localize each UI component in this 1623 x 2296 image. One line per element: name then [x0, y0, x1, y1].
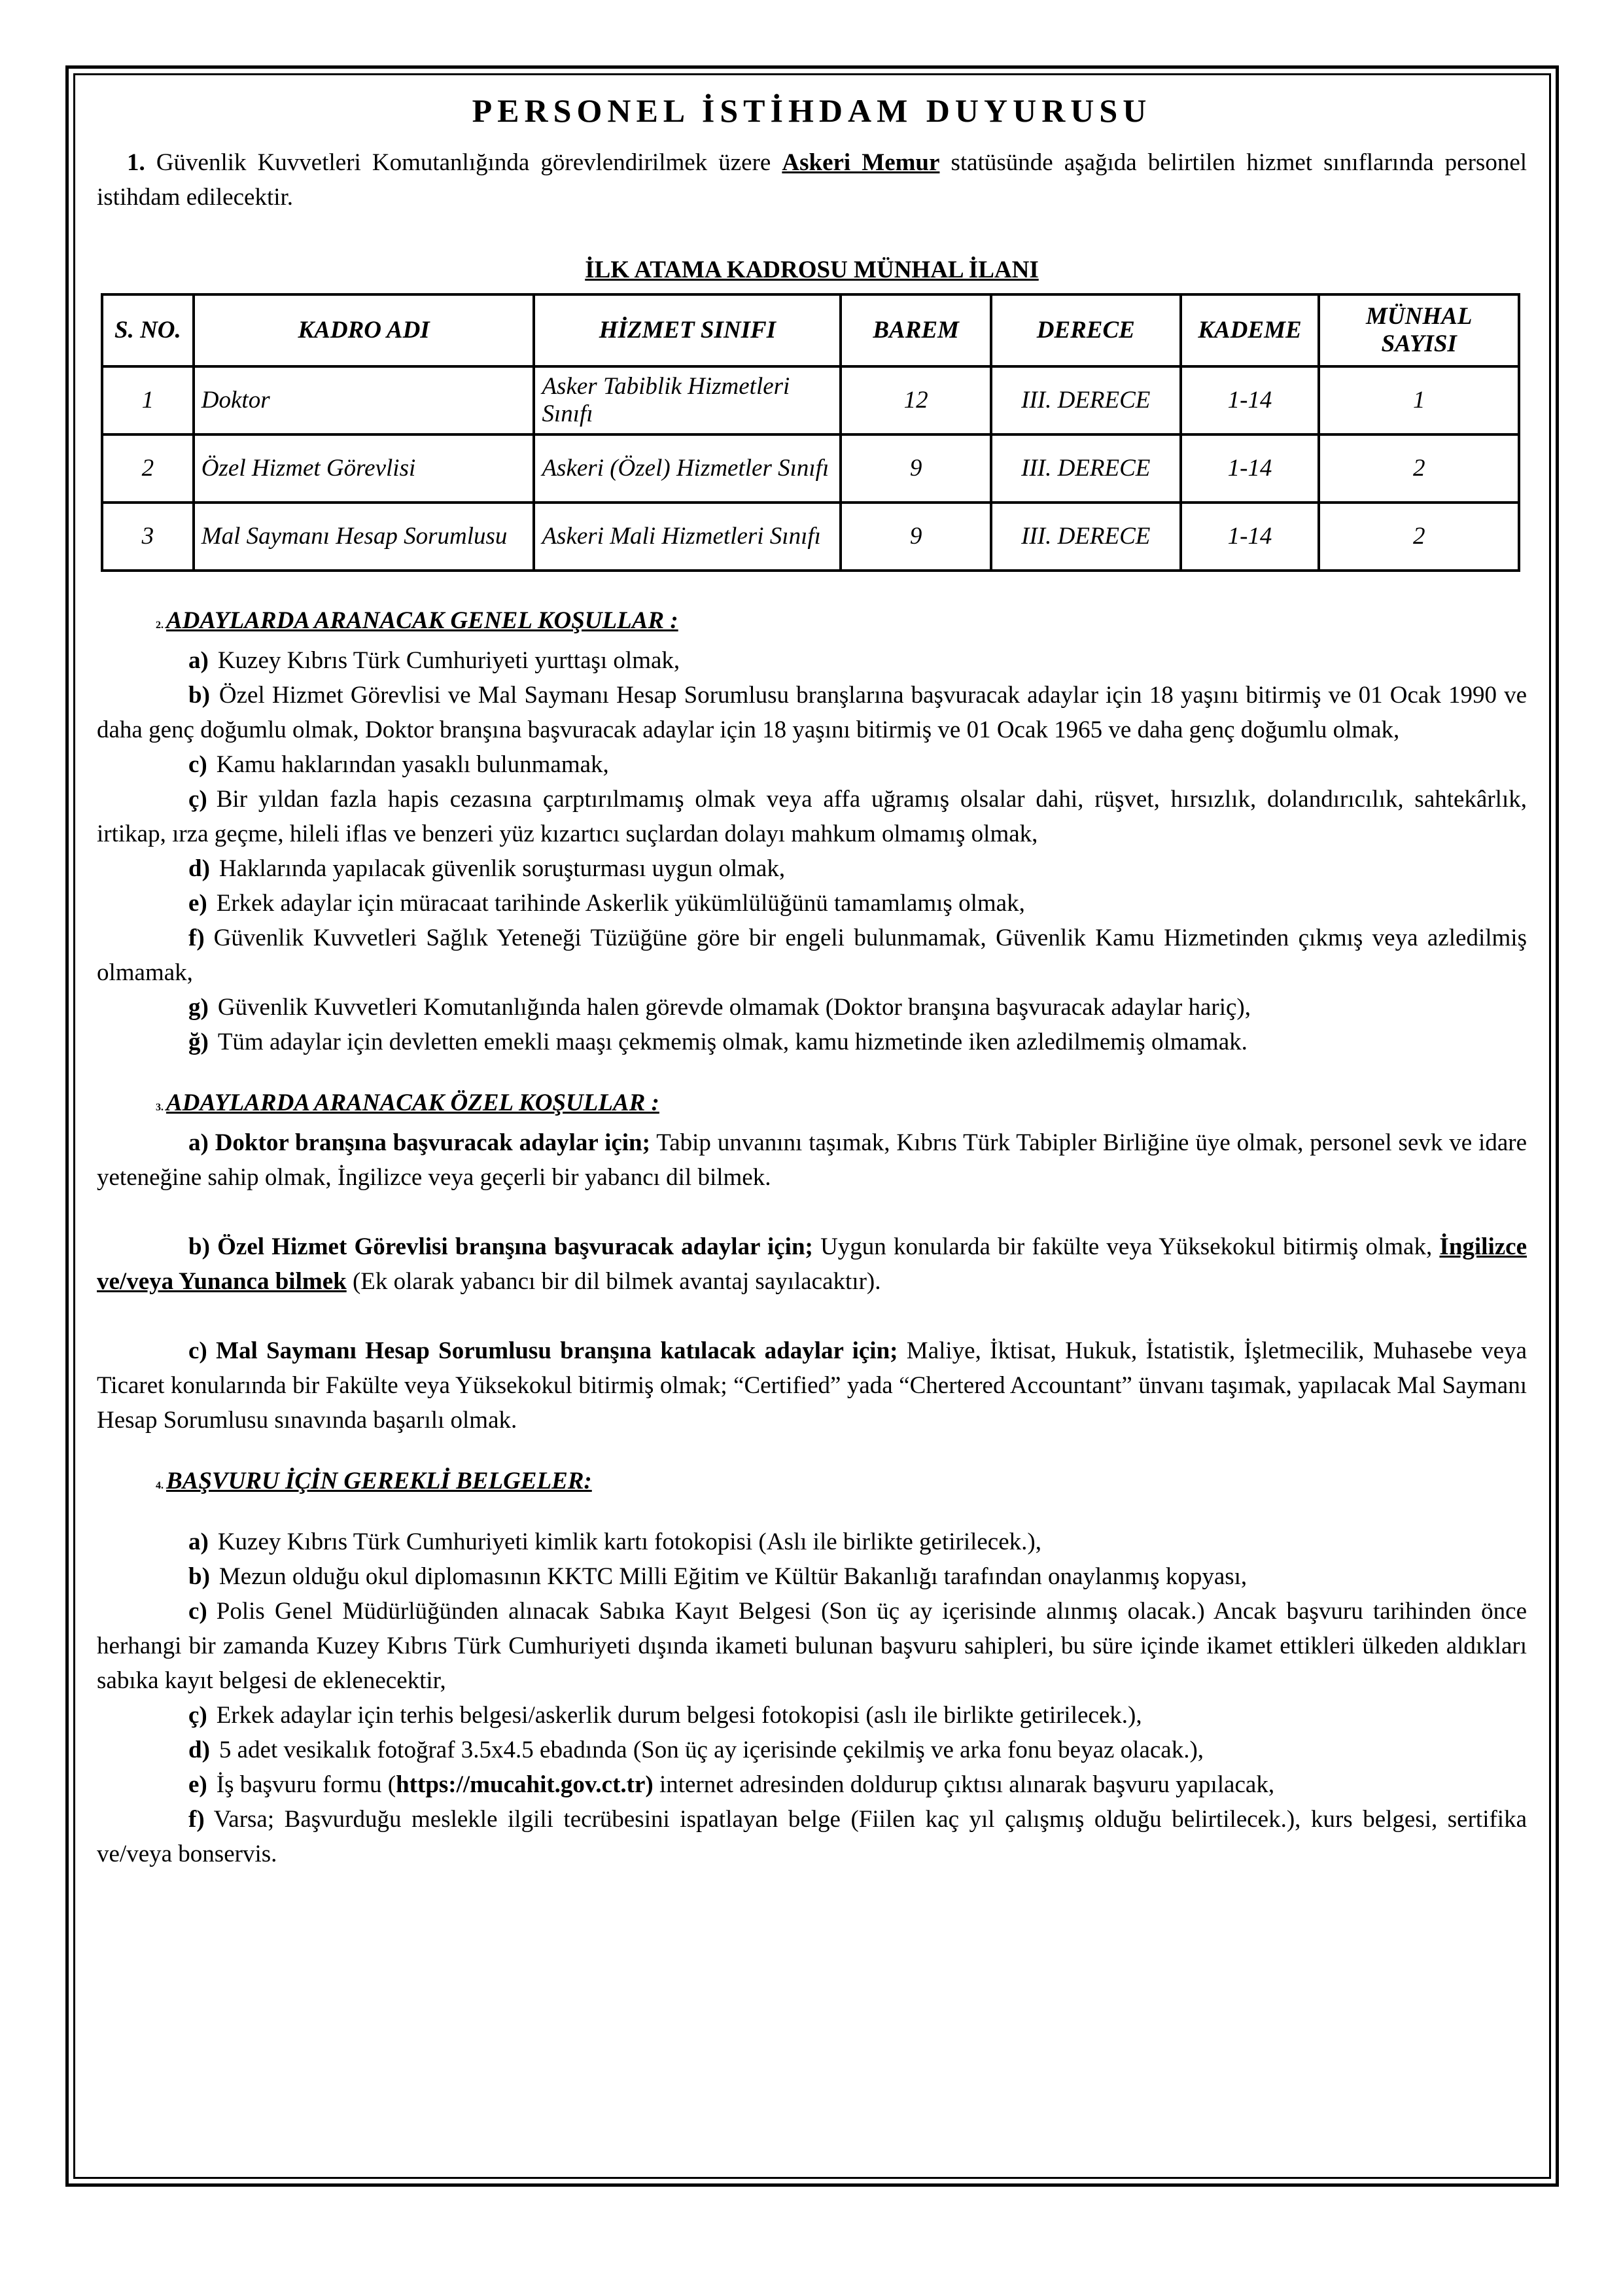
- table-row: [102, 434, 1519, 503]
- intro-number: 1.: [127, 149, 145, 176]
- table-cell: 1: [102, 366, 194, 434]
- item-text: Bir yıldan fazla hapis cezasına çarptırılmamış olmak veya affa uğramış olsalar dahi, rüşvet, hırsızlık, dolandırıcılık, sahtekârlık, irtikap, ırza geçme, hileli iflas ve benzeri yüz kızartıcı suçlardan dolayı mahkum olmamış olmak,: [97, 786, 1527, 847]
- table-cell: Özel Hizmet Görevlisi: [194, 434, 534, 503]
- list-item: [97, 1025, 1527, 1059]
- item-label: d): [188, 855, 210, 882]
- section-title: ADAYLARDA ARANACAK ÖZEL KOŞULLAR :: [166, 1089, 659, 1116]
- item-label: e): [188, 890, 207, 917]
- section-number: 2.: [156, 620, 164, 631]
- announcement-body: [97, 90, 1527, 1871]
- list-item: [97, 1802, 1527, 1871]
- item-label: a): [188, 1528, 209, 1555]
- special-condition-b: [97, 1229, 1527, 1299]
- intro-text-after: statüsünde aşağıda belirtilen hizmet sınıflarında personel istihdam edilecektir.: [97, 149, 1527, 211]
- table-cell: III. DERECE: [991, 503, 1181, 571]
- list-item: [97, 1525, 1527, 1559]
- table-header-cell: MÜNHAL SAYISI: [1319, 294, 1519, 366]
- item-label: a): [188, 647, 209, 674]
- item-label: c): [188, 1598, 207, 1625]
- list-item: [97, 643, 1527, 678]
- item-text: Varsa; Başvurduğu meslekle ilgili tecrübesini ispatlayan belge (Fiilen kaç yıl çalışmış olduğu belirtilecek.), kurs belgesi, sertifika ve/veya bonservis.: [97, 1806, 1527, 1867]
- item-text: Kamu haklarından yasaklı bulunmamak,: [216, 751, 609, 778]
- condition-emphasis: İngilizce ve/veya Yunanca bilmek: [97, 1233, 1527, 1295]
- table-row: [102, 503, 1519, 571]
- section-title: ADAYLARDA ARANACAK GENEL KOŞULLAR :: [166, 607, 678, 634]
- item-label: b): [188, 1563, 210, 1590]
- condition-text: Uygun konularda bir fakülte veya Yüksekokul bitirmiş olmak,: [820, 1233, 1433, 1260]
- required-documents-list: [97, 1525, 1527, 1871]
- intro-status: Askeri Memur: [782, 149, 940, 176]
- list-item: [97, 1559, 1527, 1594]
- page-title: PERSONEL İSTİHDAM DUYURUSU: [472, 92, 1152, 129]
- condition-lead: b) Özel Hizmet Görevlisi branşına başvuracak adaylar için;: [188, 1233, 813, 1260]
- table-cell: Doktor: [194, 366, 534, 434]
- table-header-cell: KADEME: [1181, 294, 1319, 366]
- section-2-heading: [97, 603, 1527, 638]
- table-cell: 9: [841, 434, 991, 503]
- table-header-cell: DERECE: [991, 294, 1181, 366]
- list-item: [97, 851, 1527, 886]
- application-form-link[interactable]: https://mucahit.gov.ct.tr): [396, 1771, 654, 1798]
- table-cell: 1: [1319, 366, 1519, 434]
- list-item: [97, 990, 1527, 1025]
- table-cell: 2: [102, 434, 194, 503]
- item-text: Özel Hizmet Görevlisi ve Mal Saymanı Hesap Sorumlusu branşlarına başvuracak adaylar için 18 yaşını bitirmiş ve 01 Ocak 1990 ve daha genç doğumlu olmak, Doktor branşına başvuracak adaylar için 18 yaşını bitirmiş ve 01 Ocak 1965 ve daha genç doğumlu olmak,: [97, 682, 1527, 743]
- table-header-cell: S. NO.: [102, 294, 194, 366]
- list-item: [97, 678, 1527, 747]
- table-cell: 2: [1319, 434, 1519, 503]
- vacancy-table: [101, 293, 1520, 572]
- section-title: BAŞVURU İÇİN GEREKLİ BELGELER:: [166, 1468, 592, 1494]
- intro-text-before: Güvenlik Kuvvetleri Komutanlığında görevlendirilmek üzere: [156, 149, 771, 176]
- item-text: Kuzey Kıbrıs Türk Cumhuriyeti yurttaşı olmak,: [217, 647, 680, 674]
- table-cell: 2: [1319, 503, 1519, 571]
- condition-text: Tabip unvanını taşımak, Kıbrıs Türk Tabipler Birliğine üye olmak, personel sevk ve idare yeteneğine sahip olmak, İngilizce veya geçerli bir yabancı dil bilmek.: [97, 1129, 1527, 1191]
- item-label: f): [188, 925, 205, 951]
- table-header-cell: BAREM: [841, 294, 991, 366]
- item-text: Kuzey Kıbrıs Türk Cumhuriyeti kimlik kartı fotokopisi (Aslı ile birlikte getirilecek.),: [217, 1528, 1041, 1555]
- list-item: [97, 921, 1527, 990]
- table-cell: Askeri Mali Hizmetleri Sınıfı: [534, 503, 841, 571]
- item-text: Mezun olduğu okul diplomasının KKTC Milli Eğitim ve Kültür Bakanlığı tarafından onaylanmış kopyası,: [218, 1563, 1248, 1590]
- table-cell: 3: [102, 503, 194, 571]
- intro-paragraph: [97, 145, 1527, 215]
- item-text: İş başvuru formu (: [216, 1771, 396, 1798]
- item-text: Polis Genel Müdürlüğünden alınacak Sabıka Kayıt Belgesi (Son üç ay içerisinde alınmış olacak.) Ancak başvuru tarihinden önce herhangi bir zamanda Kuzey Kıbrıs Türk Cumhuriyeti dışında ikameti bulunan başvuru sahipleri, bu süre içinde ikamet ettikleri ülkeden aldıkları sabıka kayıt belgesi de eklenecektir,: [97, 1598, 1527, 1694]
- table-cell: Askeri (Özel) Hizmetler Sınıfı: [534, 434, 841, 503]
- table-row: [102, 366, 1519, 434]
- condition-text-end: (Ek olarak yabancı bir dil bilmek avantaj sayılacaktır).: [352, 1268, 881, 1295]
- table-cell: III. DERECE: [991, 434, 1181, 503]
- list-item: [97, 1767, 1527, 1802]
- item-label: d): [188, 1737, 210, 1763]
- item-text: Tüm adaylar için devletten emekli maaşı çekmemiş olmak, kamu hizmetinde iken azledilmemiş olmamak.: [217, 1029, 1248, 1055]
- condition-text: Maliye, İktisat, Hukuk, İstatistik, İşletmecilik, Muhasebe veya Ticaret konularında bir Fakülte veya Yüksekokul bitirmiş olmak; “Certified” yada “Chertered Accountant” ünvanı taşımak, yapılacak Mal Saymanı Hesap Sorumlusu sınavında başarılı olmak.: [97, 1337, 1527, 1434]
- general-conditions-list: [97, 643, 1527, 1059]
- table-header-cell: KADRO ADI: [194, 294, 534, 366]
- special-condition-a: [97, 1125, 1527, 1195]
- list-item: [97, 782, 1527, 851]
- item-label: ç): [188, 1702, 207, 1729]
- table-cell: 12: [841, 366, 991, 434]
- special-condition-c: [97, 1333, 1527, 1438]
- section-number: 4.: [156, 1480, 164, 1491]
- list-item: [97, 1594, 1527, 1698]
- item-text: Erkek adaylar için terhis belgesi/askerlik durum belgesi fotokopisi (aslı ile birlikte getirilecek.),: [216, 1702, 1142, 1729]
- item-text: Erkek adaylar için müracaat tarihinde Askerlik yükümlülüğünü tamamlamış olmak,: [216, 890, 1025, 917]
- table-cell: 9: [841, 503, 991, 571]
- table-cell: 1-14: [1181, 434, 1319, 503]
- table-cell: 1-14: [1181, 366, 1319, 434]
- table-cell: Asker Tabiblik Hizmetleri Sınıfı: [534, 366, 841, 434]
- item-text: Haklarında yapılacak güvenlik soruşturması uygun olmak,: [218, 855, 786, 882]
- table-heading: İLK ATAMA KADROSU MÜNHAL İLANI: [585, 256, 1039, 283]
- list-item: [97, 1733, 1527, 1767]
- item-text: 5 adet vesikalık fotoğraf 3.5x4.5 ebadında (Son üç ay içerisinde çekilmiş ve arka fonu beyaz olacak.),: [218, 1737, 1204, 1763]
- item-text: Güvenlik Kuvvetleri Komutanlığında halen görevde olmamak (Doktor branşına başvuracak adaylar hariç),: [217, 994, 1251, 1021]
- item-text-end: internet adresinden doldurup çıktısı alınarak başvuru yapılacak,: [659, 1771, 1275, 1798]
- item-label: c): [188, 751, 207, 778]
- table-header-cell: HİZMET SINIFI: [534, 294, 841, 366]
- table-cell: Mal Saymanı Hesap Sorumlusu: [194, 503, 534, 571]
- table-cell: III. DERECE: [991, 366, 1181, 434]
- section-number: 3.: [156, 1102, 164, 1113]
- item-label: e): [188, 1771, 207, 1798]
- list-item: [97, 747, 1527, 782]
- item-label: b): [188, 682, 210, 709]
- table-cell: 1-14: [1181, 503, 1319, 571]
- section-4-heading: [97, 1464, 1527, 1498]
- list-item: [97, 1698, 1527, 1733]
- item-label: ğ): [188, 1029, 209, 1055]
- item-label: g): [188, 994, 209, 1021]
- table-header-row: [102, 294, 1519, 366]
- condition-lead: c) Mal Saymanı Hesap Sorumlusu branşına katılacak adaylar için;: [188, 1337, 898, 1364]
- item-label: ç): [188, 786, 207, 813]
- section-3-heading: [97, 1086, 1527, 1120]
- condition-lead: a) Doktor branşına başvuracak adaylar için;: [188, 1129, 650, 1156]
- item-label: f): [188, 1806, 205, 1833]
- list-item: [97, 886, 1527, 921]
- item-text: Güvenlik Kuvvetleri Sağlık Yeteneği Tüzüğüne göre bir engeli bulunmamak, Güvenlik Kamu Hizmetinden çıkmış veya azledilmiş olmamak,: [97, 925, 1527, 986]
